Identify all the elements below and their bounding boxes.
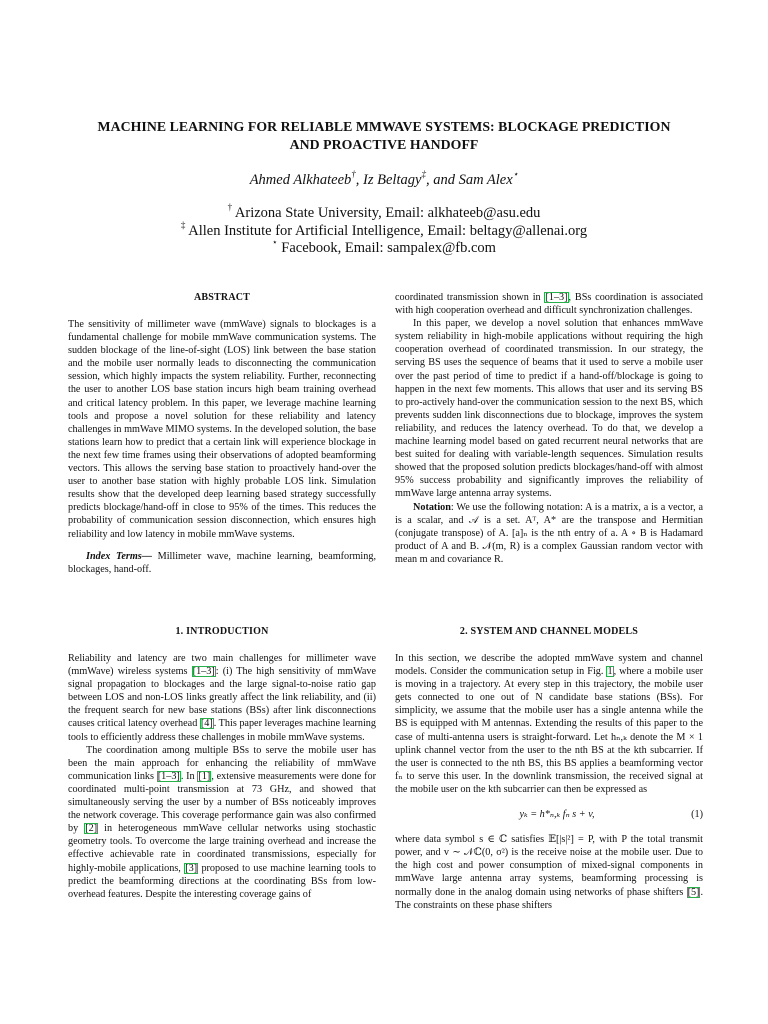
intro-continuation	[395, 291, 703, 566]
abstract-body: The sensitivity of millimeter wave (mmWave) signals to blockages is a fundamental challenge for mobile mmWave communication systems. The sudden blockage of the line-of-sight (LOS) link between the base station and the mobile user normally leads to disconnecting the communication session, which highly impacts the system reliability. Further, reconnecting the user to another LOS base station incurs high beam training overhead and critical latency problem. In this paper, we leverage machine learning tools and propose a novel solution for these reliability and latency challenges in mmWave MIMO systems. In the developed solution, the base stations learn how to predict that a certain link will experience blockage in the next few time frames using their observations of adopted beamforming vectors. This allows the serving base station to proactively hand-over the user to another base station with highly probable LOS link. Simulation results show that the developed deep learning based strategy successfully predicts blockage/hand-off in close to 95% of the times. This reduces the probability of communication session disconnection, which ensures high reliability and low latency in mobile mmWave systems.	[68, 319, 376, 540]
text-run: where data symbol s ∈ ℂ satisfies 𝔼[|s|²] = P, with P the total transmit power, and v ∼ 𝒩ℂ(0, σ²) is the receive noise at the mobile user. Due to the high cost and power consumption of mixed-signal components in mmWave large antenna array systems, beamforming processing is normally done in the analog domain using networks of phase shifters	[395, 834, 703, 898]
citation-link[interactable]: [2]	[85, 823, 98, 835]
author-list: Ahmed Alkhateeb†, Iz Beltagy‡, and Sam Alex⋆	[249, 169, 519, 188]
equation-body: yₖ = h*ₙ,ₖ fₙ s + v,	[519, 809, 595, 821]
citation-link[interactable]: [1–3]	[157, 770, 180, 782]
citation-link[interactable]: [4]	[200, 718, 213, 730]
system-paragraph-1	[395, 652, 703, 796]
citation-link[interactable]: [1]	[198, 770, 211, 782]
right-paragraph-2: In this paper, we develop a novel solution that enhances mmWave system reliability in high-mobile applications without requiring the high cooperation overhead of coordinated transmission. In our strategy, the serving BS uses the sequence of beams that it used to serve a mobile user over the past period of time to predict if a hand-off/blockage is going to happen in the next few moments. This allows that user and its serving BS to pro-actively hand-over the communication session to the next BS, which prevents sudden link disconnections due to blockage, improves the system reliability, and reduces the latency overhead. To do that, we develop a machine learning model based on gated recurrent neural networks that are best suited for dealing with variable-length sequences. Simulation results showed that the proposed solution predicts blockages/hand-off with almost 95% success probability and significantly improves the reliability of mmWave large antenna array systems.	[395, 318, 703, 500]
abstract-heading: ABSTRACT	[193, 292, 251, 303]
index-terms-label: Index Terms—	[86, 550, 152, 562]
intro-paragraph-2	[68, 744, 376, 901]
abstract-section	[68, 291, 376, 576]
citation-link[interactable]: [1–3]	[545, 292, 568, 303]
author-2-mark: ‡	[421, 169, 426, 180]
citation-link[interactable]: [3]	[185, 862, 198, 874]
system-paragraph-2	[395, 833, 703, 912]
figure-link[interactable]: 1	[607, 666, 613, 678]
text-run: In this section, we describe the adopted mmWave system and channel models. Consider the communication setup in Fig.	[395, 653, 703, 678]
author-3: and Sam Alex	[433, 172, 513, 188]
affiliation-2	[40, 219, 728, 241]
index-terms-text: Millimeter wave, machine learning, beamforming, blockages, hand-off.	[68, 550, 376, 575]
text-run: : (i) The high sensitivity of mmWave signal propagation to blockages and the large signal-to-noise ratio gap between LOS and non-LOS links greatly affect the link reliability, and (ii) the frequent search for new base stations (BSs) after link disconnections causes critical latency overhead	[68, 666, 377, 730]
affiliation-3-mark: ⋆	[272, 237, 278, 248]
author-1-mark: †	[351, 169, 356, 180]
author-3-mark: ⋆	[512, 169, 519, 180]
system-model-heading: 2. SYSTEM AND CHANNEL MODELS	[459, 626, 639, 637]
introduction-heading: 1. INTRODUCTION	[175, 626, 269, 637]
affiliations	[40, 202, 728, 258]
text-run: coordinated transmission shown in	[395, 292, 545, 303]
text-run: Reliability and latency are two main challenges for millimeter wave (mmWave) wireless systems	[68, 653, 376, 678]
notation-text: : We use the following notation: A is a matrix, a is a vector, a is a scalar, and 𝒜 is a set. Aᵀ, A* are the transpose and Hermitian (conjugate transpose) of A. [a]ₙ is the nth entry of a. A ∘ B is Hadamard product of A and B. 𝒩(m, R) is a complex Gaussian random vector with mean m and covariance R.	[395, 501, 703, 565]
index-terms	[68, 550, 376, 576]
text-run: . In	[180, 770, 198, 782]
right-paragraph-1	[395, 291, 703, 317]
text-run: The coordination among multiple BSs to serve the mobile user has been the main approach for enhancing the reliability of mmWave communication links	[68, 744, 376, 782]
system-model-section	[395, 625, 703, 912]
author-1: Ahmed Alkhateeb	[249, 172, 352, 188]
notation-paragraph	[395, 501, 703, 566]
introduction-section	[68, 625, 376, 901]
affiliation-1-text: Arizona State University, Email: alkhateeb@asu.edu	[232, 205, 541, 221]
text-run: proposed to use machine learning tools to predict the beamforming directions at the coordinating BSs from low-overhead features. Despite the interesting coverage gains of	[68, 862, 376, 900]
author-2: Iz Beltagy	[363, 172, 422, 188]
equation-number: (1)	[691, 809, 703, 821]
affiliation-3	[40, 237, 728, 258]
paper-title	[40, 118, 728, 154]
text-run: . The constraints on these phase shifters	[395, 886, 703, 911]
citation-link[interactable]: [1–3]	[192, 666, 215, 678]
text-run: . This paper leverages machine learning tools to efficiently address these challenges in mobile mmWave systems.	[68, 718, 376, 743]
affiliation-2-text: Allen Institute for Artificial Intelligence, Email: beltagy@allenai.org	[185, 222, 588, 239]
title-line-2: AND PROACTIVE HANDOFF	[289, 137, 479, 152]
text-run: , where a mobile user is moving in a trajectory. At every step in this trajectory, the mobile user gets connected to one out of N candidate base stations (BSs). For simplicity, we assume that the mobile user has a single antenna while the BS is equipped with M antennas. Extending the results of this paper to the case of multi-antenna users is straight-forward. Let hₙ,ₖ denote the M × 1 uplink channel vector from the user to the nth BS at the kth subcarrier. If the user is connected to the nth BS, this BS applies a beamforming vector fₙ to serve this user. In the downlink transmission, the received signal at the mobile user on the kth subcarrier can then be expressed as	[395, 666, 703, 795]
notation-label: Notation	[413, 501, 451, 513]
text-run: in heterogeneous mmWave cellular networks using stochastic geometry tools. To overcome the large training overhead and increase the effective achievable rate in coordinated transmissions, especially for highly-mobile applications,	[68, 823, 376, 874]
affiliation-1	[40, 202, 728, 223]
citation-link[interactable]: [5]	[687, 886, 700, 898]
text-run: , extensive measurements were done for coordinated multi-point transmission at 73 GHz, and showed that simultaneously serving the user by a number of BSs noticeably improves the network coverage. This coverage performance gain was also confirmed by	[68, 770, 376, 835]
affiliation-2-mark: ‡	[180, 219, 186, 230]
affiliation-1-mark: †	[227, 202, 233, 213]
text-run: , BSs coordination is associated with high cooperation overhead and difficult synchronization challenges.	[395, 292, 704, 317]
equation-1	[395, 808, 703, 821]
affiliation-3-text: Facebook, Email: sampalex@fb.com	[277, 240, 496, 256]
intro-paragraph-1	[68, 652, 376, 744]
title-line-1: MACHINE LEARNING FOR RELIABLE MMWAVE SYSTEMS: BLOCKAGE PREDICTION	[97, 119, 671, 134]
